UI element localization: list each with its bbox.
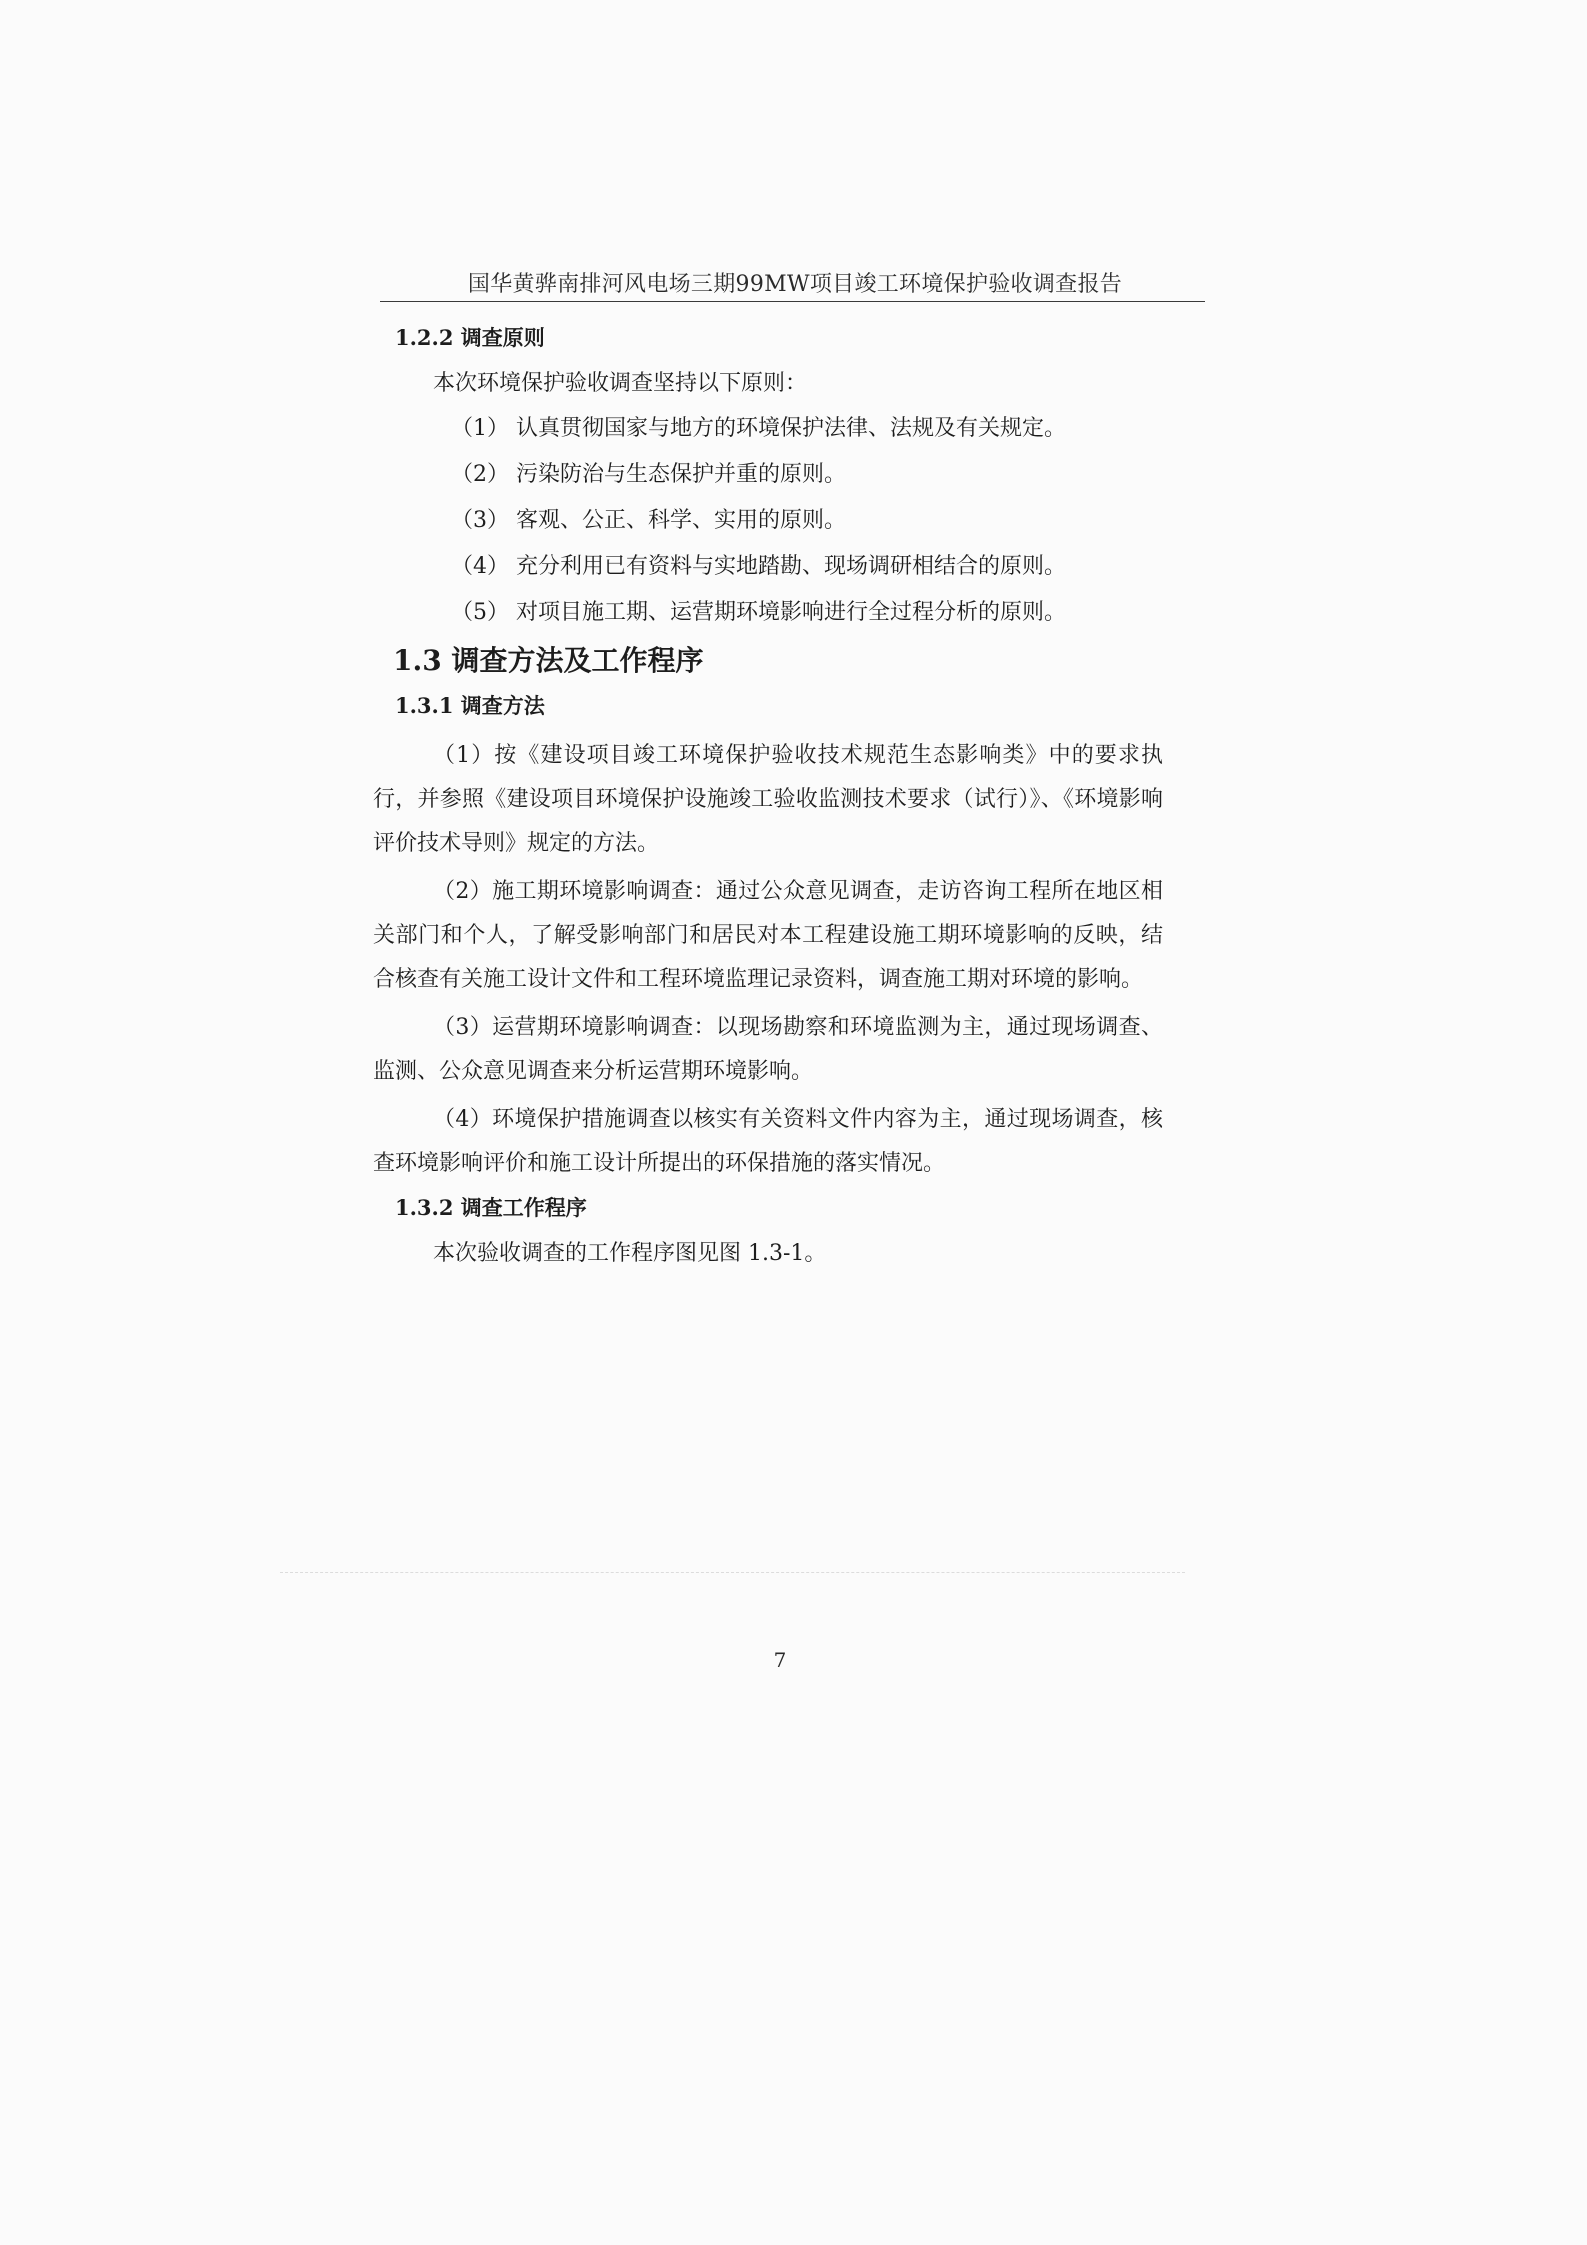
section-1-2-2-intro: 本次环境保护验收调查坚持以下原则： xyxy=(433,371,808,396)
page-number: 7 xyxy=(773,1648,787,1672)
page-header-title: 国华黄骅南排河风电场三期99MW项目竣工环境保护验收调查报告 xyxy=(467,272,1123,297)
section-heading-1-3-2: 1.3.2 调查工作程序 xyxy=(395,1195,587,1220)
principle-item-2: （2） 污染防治与生态保护并重的原则。 xyxy=(451,462,846,487)
section-heading-1-3: 1.3 调查方法及工作程序 xyxy=(393,644,704,677)
method-paragraph-2: （2）施工期环境影响调查：通过公众意见调查，走访咨询工程所在地区相关部门和个人，了解受影响部门和居民对本工程建设施工期环境影响的反映，结合核查有关施工设计文件和工程环境监理记录资料，调查施工期对环境的影响。 xyxy=(373,879,1163,992)
section-heading-1-2-2: 1.2.2 调查原则 xyxy=(395,325,545,350)
principle-item-1: （1） 认真贯彻国家与地方的环境保护法律、法规及有关规定。 xyxy=(451,416,1066,441)
principle-item-3: （3） 客观、公正、科学、实用的原则。 xyxy=(451,508,846,533)
procedure-paragraph: 本次验收调查的工作程序图见图 1.3-1。 xyxy=(433,1241,827,1266)
method-paragraph-3: （3）运营期环境影响调查：以现场勘察和环境监测为主，通过现场调查、监测、公众意见调查来分析运营期环境影响。 xyxy=(373,1015,1163,1084)
header-rule xyxy=(380,301,1205,302)
method-paragraph-1: （1）按《建设项目竣工环境保护验收技术规范生态影响类》中的要求执行，并参照《建设项目环境保护设施竣工验收监测技术要求（试行）》、《环境影响评价技术导则》规定的方法。 xyxy=(373,743,1163,856)
page-content xyxy=(373,318,1163,1276)
principle-item-5: （5） 对项目施工期、运营期环境影响进行全过程分析的原则。 xyxy=(451,600,1066,625)
section-heading-1-3-1: 1.3.1 调查方法 xyxy=(395,693,545,718)
scan-artifact-line xyxy=(280,1572,1185,1573)
principle-item-4: （4） 充分利用已有资料与实地踏勘、现场调研相结合的原则。 xyxy=(451,554,1066,579)
method-paragraph-4: （4）环境保护措施调查以核实有关资料文件内容为主，通过现场调查，核查环境影响评价和施工设计所提出的环保措施的落实情况。 xyxy=(373,1107,1163,1176)
